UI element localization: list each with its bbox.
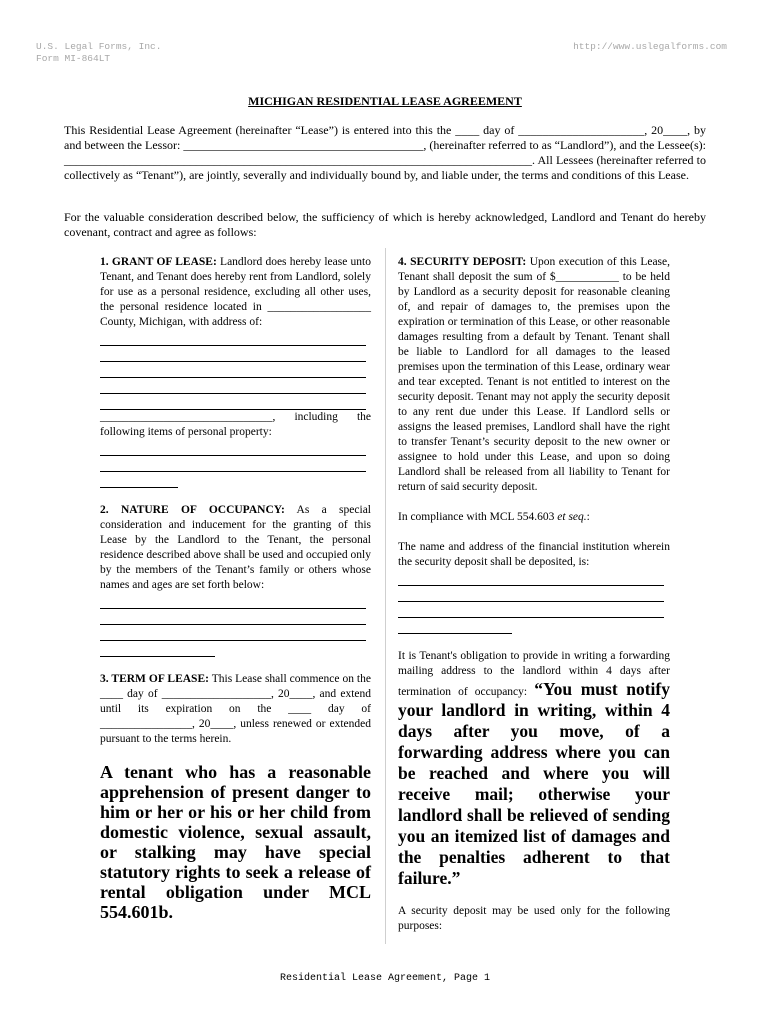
property-line bbox=[100, 454, 366, 456]
spacer bbox=[398, 889, 670, 904]
section-term bbox=[100, 672, 371, 747]
deposit-text: Upon execution of this Lease, Tenant shall deposit the sum of $___________ to be held by Landlord as a security deposit for reasonable cleaning of, and repair of damages to, the premises upon the expiration or termination of this Lease, or other reasonable damages resulting from a default by Tenant. Tenant shall be liable to Landlord for all damages to the leased premises upon the termination of this Lease, ordinary wear and tear excepted. Tenant is not entitled to interest on the security deposit. Tenant may not apply the security deposit to any rent due under this Lease. If Landlord sells or assigns the leased premises, Landlord shall have the right to transfer Tenant’s security deposit to the new owner or assignee to hold under this Lease, and upon so doing Landlord shall be released from all liability to Tenant for return of said security deposit. bbox=[398, 256, 671, 493]
domestic-violence-notice: A tenant who has a reasonable apprehension of present danger to him or her or his or her child from domestic violence, sexual assault, or stalking may have special statutory rights to seek a release of rental obligation under MCL 554.601b. bbox=[100, 762, 371, 922]
address-line bbox=[100, 360, 366, 362]
spacer bbox=[398, 525, 670, 540]
page-footer: Residential Lease Agreement, Page 1 bbox=[279, 973, 491, 984]
institution-line bbox=[398, 600, 664, 602]
grant-text: Landlord does hereby lease unto Tenant, and Tenant does hereby rent from Landlord, solely for use as a personal residence, excluding all other uses, the personal residence located in __________________ County, Michigan, with address of: bbox=[100, 256, 371, 328]
right-column bbox=[398, 255, 670, 934]
form-number: Form MI-864LT bbox=[36, 53, 111, 64]
left-column bbox=[100, 255, 371, 922]
spacer bbox=[100, 657, 371, 672]
occupancy-heading: 2. NATURE OF OCCUPANCY: bbox=[100, 504, 285, 516]
spacer bbox=[398, 495, 670, 510]
occupant-line bbox=[100, 639, 366, 641]
purposes-text: A security deposit may be used only for the following purposes: bbox=[398, 905, 670, 932]
compliance-italic: et seq. bbox=[557, 511, 587, 523]
property-line bbox=[100, 470, 366, 472]
company-name: U.S. Legal Forms, Inc. bbox=[36, 41, 162, 52]
intro-paragraph: This Residential Lease Agreement (hereinafter “Lease”) is entered into this the ____ day of _____________________, 20____, by and between the Lessor: ________________________________________, (hereinafter referred to as “Landlord”), and the Lessee(s): ______________________________________________________________________________. All Lessees (hereinafter referred to collectively as “Tenant”), are jointly, severally and individually bound by, and liable under, the terms and conditions of this Lease. bbox=[64, 123, 706, 182]
occupant-line bbox=[100, 623, 366, 625]
grant-including: ______________________________, including the following items of personal property: bbox=[100, 411, 371, 438]
spacer bbox=[100, 488, 371, 503]
section-occupancy bbox=[100, 503, 371, 593]
forwarding-notice: “You must notify your landlord in writing, within 4 days after you move, of a forwarding address where you can be reached and where you will receive mail; otherwise your landlord shall be relieved of sending you an itemized list of damages and the penalties adherent to that failure.” bbox=[398, 679, 670, 888]
institution-line bbox=[398, 584, 664, 586]
header-url: http://www.uslegalforms.com bbox=[573, 41, 727, 52]
address-line bbox=[100, 344, 366, 346]
deposit-heading: 4. SECURITY DEPOSIT: bbox=[398, 256, 527, 268]
compliance-text: In compliance with MCL 554.603 bbox=[398, 511, 558, 523]
column-divider bbox=[385, 248, 386, 944]
institution-line bbox=[398, 616, 664, 618]
consideration-paragraph: For the valuable consideration described below, the sufficiency of which is hereby acknowledged, Landlord and Tenant do hereby covenant, contract and agree as follows: bbox=[64, 210, 706, 239]
forwarding-address-paragraph bbox=[398, 649, 670, 889]
institution-text: The name and address of the financial institution wherein the security deposit shall be deposited, is: bbox=[398, 541, 670, 568]
term-heading: 3. TERM OF LEASE: bbox=[100, 673, 209, 685]
section-grant bbox=[100, 255, 371, 330]
spacer bbox=[398, 634, 670, 649]
occupancy-text: As a special consideration and inducement for the granting of this Lease by the Landlord to the Tenant, the personal residence described above shall be used and occupied only by the members of the Tenant’s family or others whose names and ages are set forth below: bbox=[100, 504, 371, 591]
address-line bbox=[100, 376, 366, 378]
occupant-line bbox=[100, 607, 366, 609]
grant-heading: 1. GRANT OF LEASE: bbox=[100, 256, 217, 268]
address-line bbox=[100, 392, 366, 394]
section-deposit bbox=[398, 255, 670, 495]
compliance-line bbox=[398, 510, 670, 525]
document-title: MICHIGAN RESIDENTIAL LEASE AGREEMENT bbox=[248, 94, 522, 108]
spacer bbox=[100, 747, 371, 762]
compliance-colon: : bbox=[586, 511, 590, 523]
term-text: This Lease shall commence on the ____ day of ___________________, 20____, and extend until its expiration on the ____ day of ________________, 20____, unless renewed or extended pursuant to the terms herein. bbox=[100, 673, 371, 745]
header-left bbox=[36, 41, 161, 65]
obligation-text: It is Tenant's obligation to provide in writing a forwarding mailing address to the landlord within 4 days after termination of occupancy: bbox=[398, 650, 670, 698]
